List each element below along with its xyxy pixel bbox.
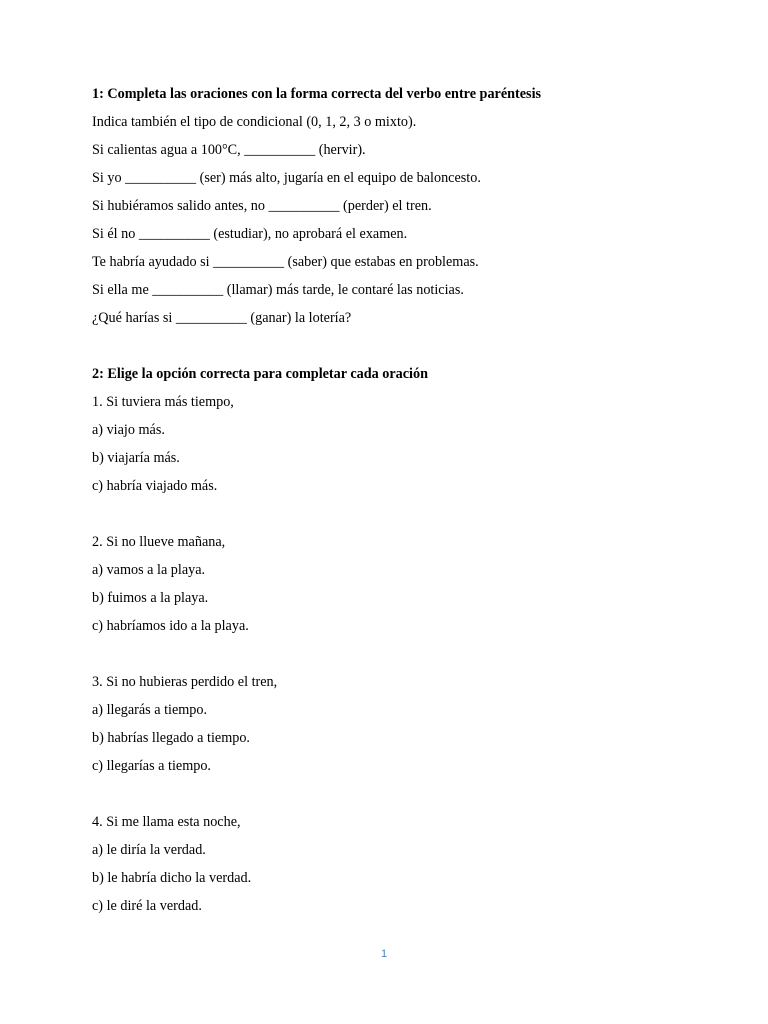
blank-line [92, 506, 692, 523]
question-4-option-a: a) le diría la verdad. [92, 842, 206, 858]
question-3-option-c: c) llegarías a tiempo. [92, 758, 211, 774]
sentence-6: Si ella me __________ (llamar) más tarde, le contaré las noticias. [92, 282, 464, 298]
section-1-instruction: Indica también el tipo de condicional (0, 1, 2, 3 o mixto). [92, 114, 417, 130]
sentence-7: ¿Qué harías si __________ (ganar) la lotería? [92, 310, 352, 326]
question-2-option-a: a) vamos a la playa. [92, 562, 206, 578]
question-2-option-b: b) fuimos a la playa. [92, 590, 209, 606]
page-number: 1 [380, 948, 388, 960]
question-1-option-b: b) viajaría más. [92, 450, 180, 466]
question-2-prompt: 2. Si no llueve mañana, [92, 534, 226, 550]
question-2-option-c: c) habríamos ido a la playa. [92, 618, 249, 634]
question-4-option-c: c) le diré la verdad. [92, 898, 202, 914]
question-3-option-b: b) habrías llegado a tiempo. [92, 730, 250, 746]
blank-line [92, 786, 692, 803]
question-3-option-a: a) llegarás a tiempo. [92, 702, 208, 718]
question-4-option-b: b) le habría dicho la verdad. [92, 870, 252, 886]
section-1-heading: 1: Completa las oraciones con la forma correcta del verbo entre paréntesis [92, 86, 542, 102]
sentence-1: Si calientas agua a 100°C, __________ (hervir). [92, 142, 366, 158]
question-1-option-a: a) viajo más. [92, 422, 165, 438]
blank-line [92, 646, 692, 663]
question-3-prompt: 3. Si no hubieras perdido el tren, [92, 674, 278, 690]
question-1-prompt: 1. Si tuviera más tiempo, [92, 394, 234, 410]
question-4-prompt: 4. Si me llama esta noche, [92, 814, 241, 830]
sentence-4: Si él no __________ (estudiar), no aprobará el examen. [92, 226, 408, 242]
question-1-option-c: c) habría viajado más. [92, 478, 218, 494]
section-2-heading: 2: Elige la opción correcta para completar cada oración [92, 366, 428, 382]
sentence-3: Si hubiéramos salido antes, no __________ (perder) el tren. [92, 198, 432, 214]
document-page [92, 86, 692, 926]
sentence-5: Te habría ayudado si __________ (saber) que estabas en problemas. [92, 254, 479, 270]
sentence-2: Si yo __________ (ser) más alto, jugaría en el equipo de baloncesto. [92, 170, 481, 186]
blank-line [92, 338, 692, 355]
